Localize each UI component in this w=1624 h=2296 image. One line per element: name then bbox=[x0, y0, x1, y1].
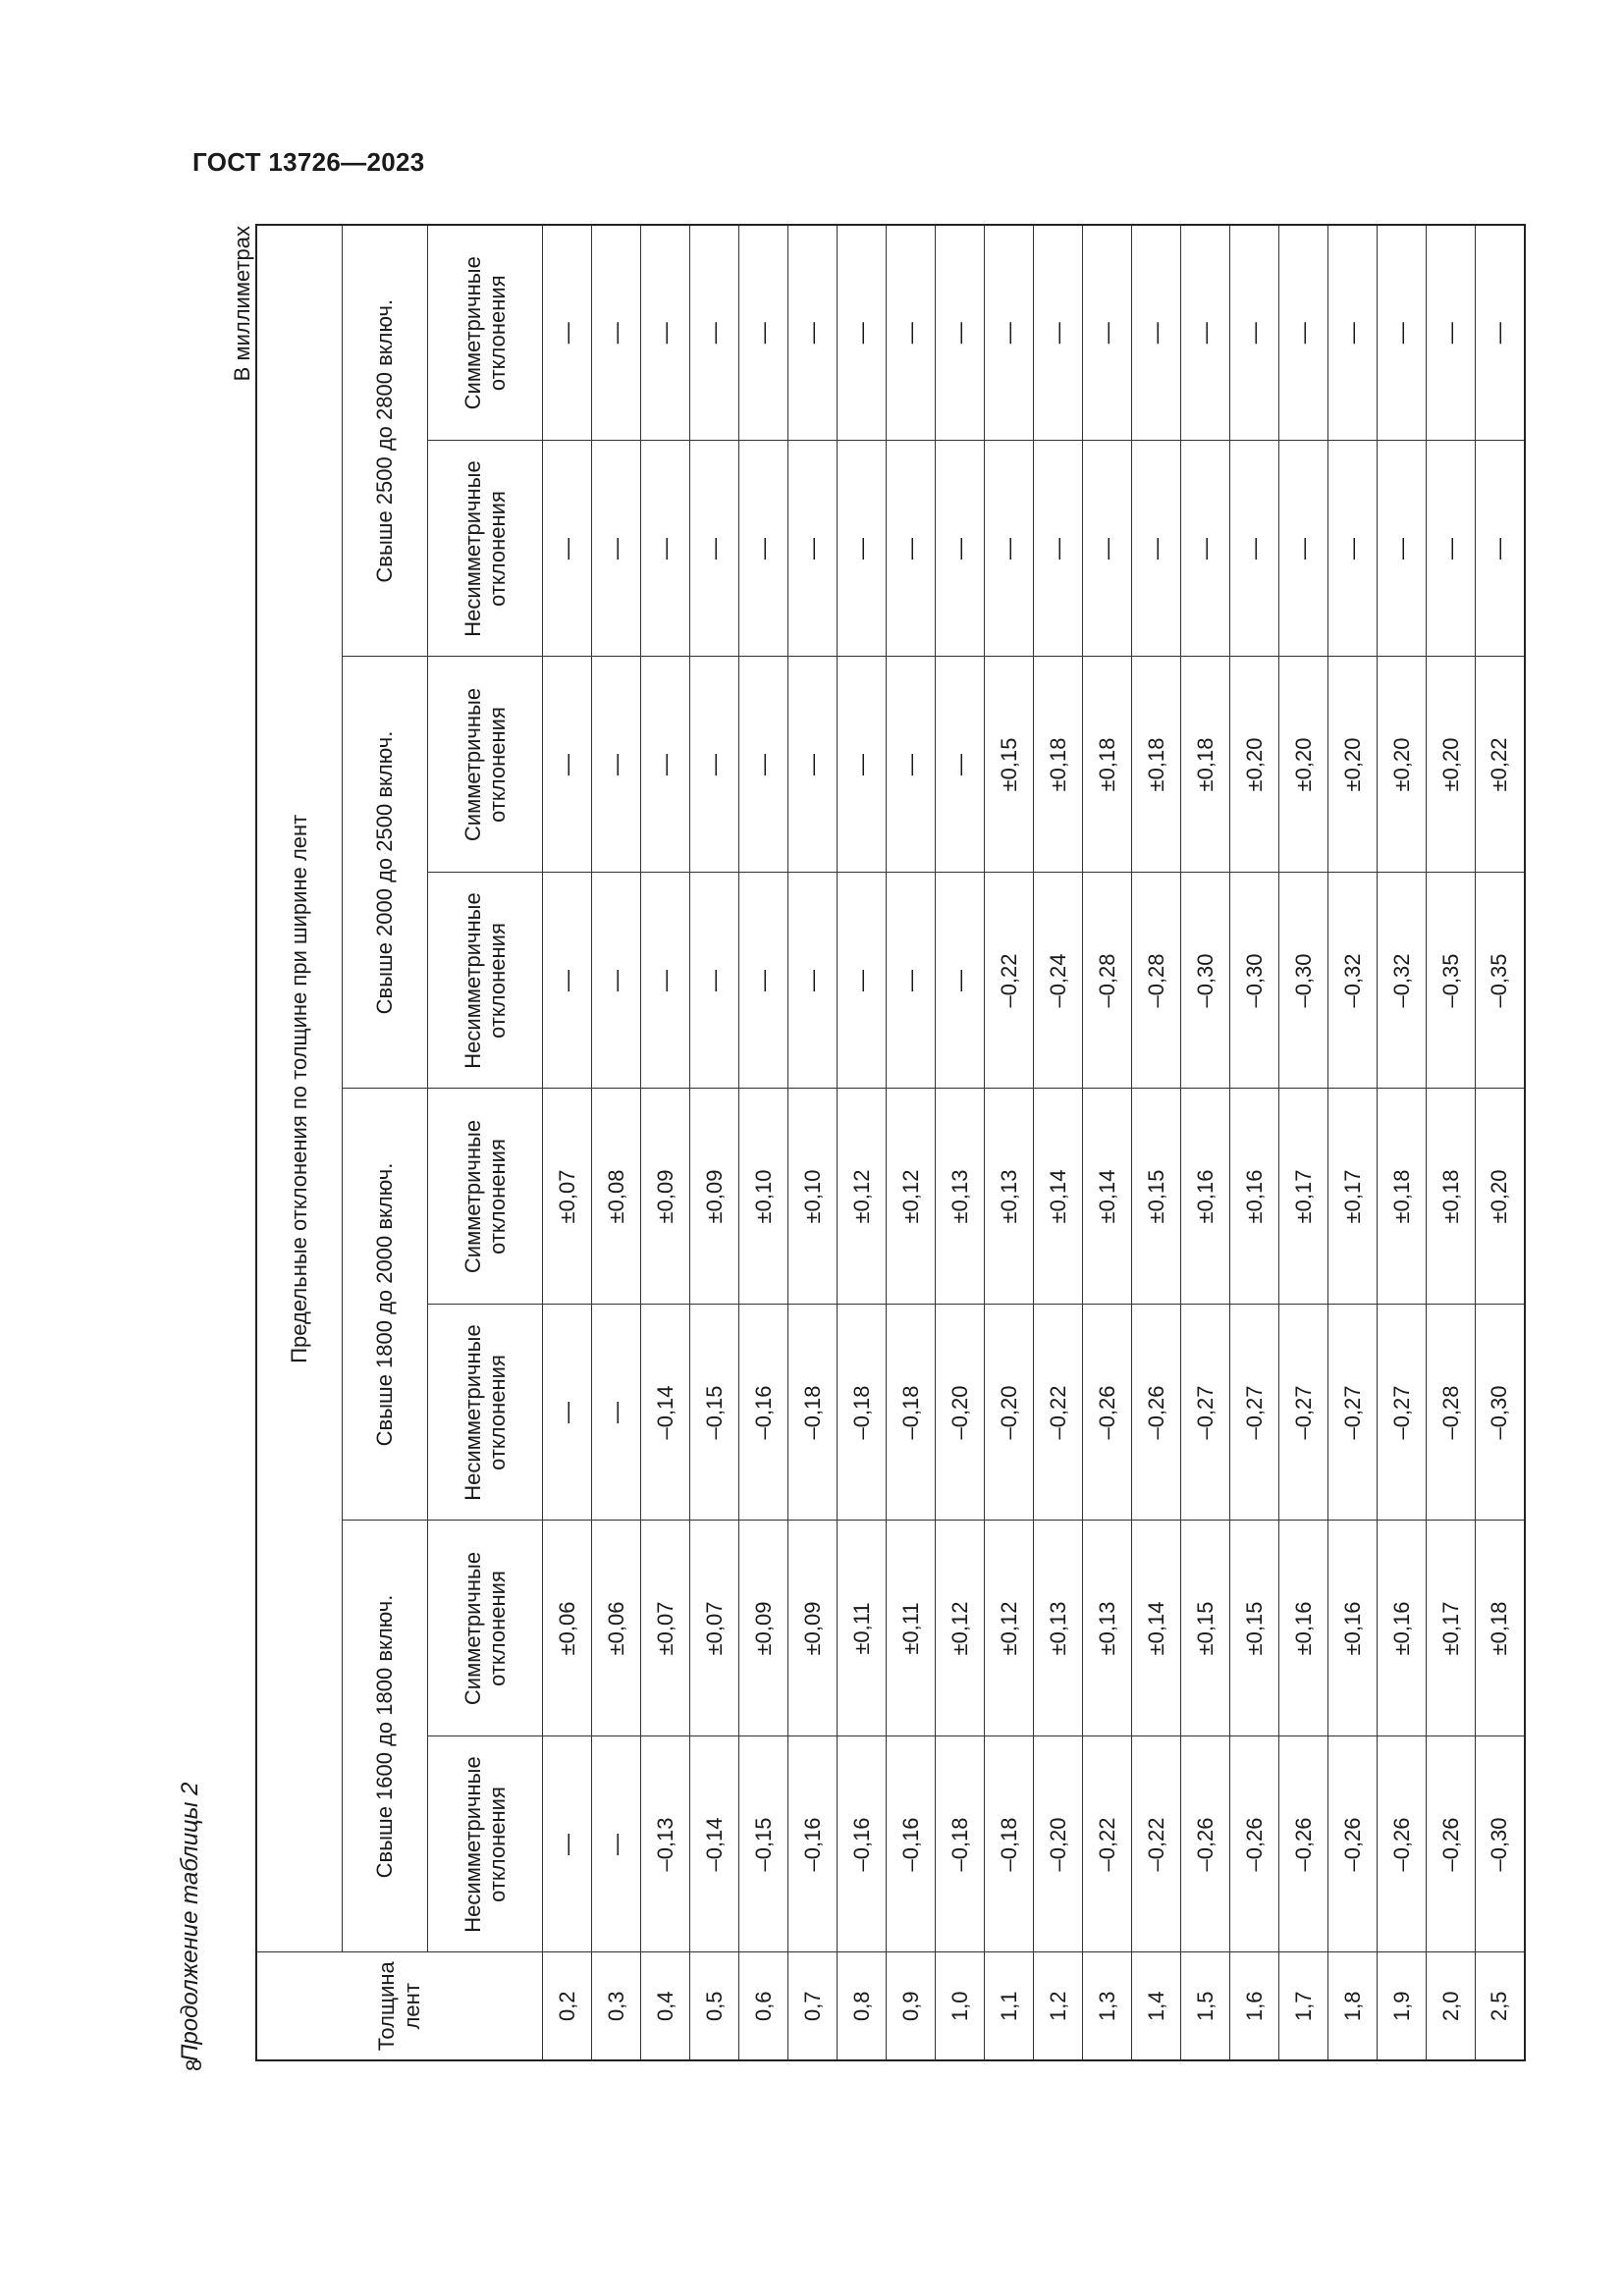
tolerance-cell: ±0,14 bbox=[1034, 1089, 1083, 1305]
tolerance-cell: ±0,18 bbox=[1181, 657, 1230, 873]
tolerance-cell: — bbox=[1476, 441, 1525, 657]
tolerance-cell: –0,30 bbox=[1279, 873, 1328, 1089]
tolerance-cell: — bbox=[690, 657, 739, 873]
tolerance-cell: — bbox=[592, 657, 641, 873]
thickness-cell: 0,2 bbox=[543, 1952, 592, 2060]
tolerance-cell: ±0,12 bbox=[936, 1521, 985, 1736]
tolerance-cell: ±0,10 bbox=[788, 1089, 838, 1305]
tolerance-cell: — bbox=[739, 873, 788, 1089]
table-row bbox=[936, 225, 985, 2060]
tolerance-cell: — bbox=[690, 873, 739, 1089]
tolerance-cell: ±0,09 bbox=[690, 1089, 739, 1305]
tolerance-cell: ±0,09 bbox=[788, 1521, 838, 1736]
tolerance-cell: ±0,15 bbox=[1132, 1089, 1181, 1305]
table-row bbox=[1181, 225, 1230, 2060]
tolerance-cell: ±0,07 bbox=[690, 1521, 739, 1736]
thickness-cell: 1,1 bbox=[985, 1952, 1034, 2060]
table-row bbox=[838, 225, 887, 2060]
tolerance-cell: ±0,11 bbox=[838, 1521, 887, 1736]
tolerance-cell: — bbox=[739, 657, 788, 873]
tolerance-cell: ±0,18 bbox=[1083, 657, 1132, 873]
thickness-cell: 2,5 bbox=[1476, 1952, 1525, 2060]
rotated-table-region bbox=[177, 226, 1532, 2061]
tolerance-cell: ±0,15 bbox=[1181, 1521, 1230, 1736]
tolerance-cell: — bbox=[543, 873, 592, 1089]
thickness-cell: 1,6 bbox=[1230, 1952, 1279, 2060]
sym-header: Симметричные отклонения bbox=[428, 225, 543, 441]
tolerance-cell: — bbox=[1427, 441, 1476, 657]
tolerance-cell: — bbox=[838, 657, 887, 873]
tolerance-cell: — bbox=[1279, 441, 1328, 657]
tolerance-cell: — bbox=[788, 873, 838, 1089]
thickness-cell: 1,5 bbox=[1181, 1952, 1230, 2060]
tolerance-cell: –0,20 bbox=[985, 1305, 1034, 1521]
tolerance-cell: –0,26 bbox=[1132, 1305, 1181, 1521]
thickness-cell: 1,0 bbox=[936, 1952, 985, 2060]
tolerance-cell: — bbox=[1034, 225, 1083, 441]
tolerance-cell: –0,26 bbox=[1427, 1736, 1476, 1952]
table-row bbox=[788, 225, 838, 2060]
tolerance-cell: — bbox=[936, 873, 985, 1089]
tolerance-cell: –0,26 bbox=[1083, 1305, 1132, 1521]
width-range-header: Свыше 1600 до 1800 включ. bbox=[343, 1521, 428, 1952]
table-row bbox=[690, 225, 739, 2060]
table-row bbox=[543, 225, 592, 2060]
tolerance-cell: — bbox=[543, 1736, 592, 1952]
tolerance-cell: –0,32 bbox=[1328, 873, 1378, 1089]
tolerance-cell: –0,20 bbox=[1034, 1736, 1083, 1952]
thickness-cell: 0,7 bbox=[788, 1952, 838, 2060]
tolerance-cell: ±0,12 bbox=[838, 1089, 887, 1305]
tolerance-cell: — bbox=[592, 225, 641, 441]
width-range-header: Свыше 1800 до 2000 включ. bbox=[343, 1089, 428, 1521]
tolerance-cell: –0,27 bbox=[1378, 1305, 1427, 1521]
tolerance-cell: ±0,18 bbox=[1476, 1521, 1525, 1736]
tolerance-cell: — bbox=[641, 873, 690, 1089]
tolerance-cell: — bbox=[543, 1305, 592, 1521]
tolerance-cell: –0,14 bbox=[641, 1305, 690, 1521]
thickness-cell: 2,0 bbox=[1427, 1952, 1476, 2060]
tolerance-cell: — bbox=[543, 441, 592, 657]
thickness-cell: 0,8 bbox=[838, 1952, 887, 2060]
tolerance-cell: ±0,14 bbox=[1132, 1521, 1181, 1736]
tolerance-cell: –0,18 bbox=[788, 1305, 838, 1521]
tolerance-cell: ±0,12 bbox=[985, 1521, 1034, 1736]
tolerance-cell: ±0,20 bbox=[1427, 657, 1476, 873]
tolerance-cell: — bbox=[936, 225, 985, 441]
tolerance-cell: –0,14 bbox=[690, 1736, 739, 1952]
tolerance-cell: –0,35 bbox=[1476, 873, 1525, 1089]
asym-header: Несимметричные отклонения bbox=[428, 441, 543, 657]
tolerance-cell: –0,32 bbox=[1378, 873, 1427, 1089]
thickness-cell: 1,3 bbox=[1083, 1952, 1132, 2060]
width-range-header: Свыше 2500 до 2800 включ. bbox=[343, 225, 428, 657]
tolerance-cell: — bbox=[887, 873, 936, 1089]
tolerance-cell: –0,27 bbox=[1328, 1305, 1378, 1521]
tolerance-cell: ±0,14 bbox=[1083, 1089, 1132, 1305]
table-row bbox=[739, 225, 788, 2060]
asym-header: Несимметричные отклонения bbox=[428, 1305, 543, 1521]
width-range-header: Свыше 2000 до 2500 включ. bbox=[343, 657, 428, 1089]
tolerance-cell: –0,30 bbox=[1476, 1305, 1525, 1521]
tolerance-cell: — bbox=[1328, 441, 1378, 657]
tolerance-cell: ±0,15 bbox=[985, 657, 1034, 873]
tolerance-cell: — bbox=[1378, 441, 1427, 657]
group-header: Предельные отклонения по толщине при ширине лент bbox=[256, 225, 343, 1952]
tolerance-cell: — bbox=[1132, 441, 1181, 657]
tolerance-cell: — bbox=[1378, 225, 1427, 441]
tolerance-cell: — bbox=[985, 225, 1034, 441]
tolerance-cell: — bbox=[936, 657, 985, 873]
tolerance-cell: –0,26 bbox=[1230, 1736, 1279, 1952]
page-number: 8 bbox=[182, 2058, 206, 2071]
tolerance-cell: — bbox=[1083, 225, 1132, 441]
tolerance-cell: –0,16 bbox=[838, 1736, 887, 1952]
table-body bbox=[543, 225, 1525, 2060]
tolerance-cell: –0,13 bbox=[641, 1736, 690, 1952]
tolerance-cell: –0,30 bbox=[1230, 873, 1279, 1089]
sym-header: Симметричные отклонения bbox=[428, 657, 543, 873]
tolerance-cell: — bbox=[592, 441, 641, 657]
tolerance-cell: — bbox=[887, 225, 936, 441]
tolerance-cell: — bbox=[1279, 225, 1328, 441]
tolerance-cell: — bbox=[788, 657, 838, 873]
tolerance-cell: ±0,16 bbox=[1279, 1521, 1328, 1736]
tolerance-cell: ±0,16 bbox=[1230, 1089, 1279, 1305]
tolerance-cell: — bbox=[887, 657, 936, 873]
asym-header: Несимметричные отклонения bbox=[428, 873, 543, 1089]
tolerance-cell: –0,18 bbox=[985, 1736, 1034, 1952]
table-row bbox=[1132, 225, 1181, 2060]
thickness-cell: 1,9 bbox=[1378, 1952, 1427, 2060]
table-row bbox=[1378, 225, 1427, 2060]
tolerance-cell: –0,16 bbox=[739, 1305, 788, 1521]
tolerance-cell: ±0,13 bbox=[985, 1089, 1034, 1305]
tolerance-cell: –0,26 bbox=[1279, 1736, 1328, 1952]
thickness-cell: 1,7 bbox=[1279, 1952, 1328, 2060]
table-row bbox=[985, 225, 1034, 2060]
tolerance-cell: –0,15 bbox=[739, 1736, 788, 1952]
units-note: В миллиметрах bbox=[230, 226, 254, 382]
tolerance-cell: ±0,20 bbox=[1476, 1089, 1525, 1305]
tolerance-cell: ±0,12 bbox=[887, 1089, 936, 1305]
tolerance-cell: — bbox=[543, 657, 592, 873]
tolerance-cell: — bbox=[739, 225, 788, 441]
tolerance-cell: –0,24 bbox=[1034, 873, 1083, 1089]
tolerance-cell: ±0,08 bbox=[592, 1089, 641, 1305]
tolerance-cell: –0,26 bbox=[1378, 1736, 1427, 1952]
tolerance-cell: ±0,13 bbox=[1034, 1521, 1083, 1736]
tolerance-cell: ±0,20 bbox=[1328, 657, 1378, 873]
thickness-cell: 0,5 bbox=[690, 1952, 739, 2060]
tolerance-cell: ±0,20 bbox=[1230, 657, 1279, 873]
tolerance-table bbox=[255, 224, 1526, 2061]
tolerance-cell: — bbox=[838, 225, 887, 441]
tolerance-cell: ±0,06 bbox=[543, 1521, 592, 1736]
tolerance-cell: –0,26 bbox=[1181, 1736, 1230, 1952]
tolerance-cell: ±0,16 bbox=[1181, 1089, 1230, 1305]
table-row bbox=[1230, 225, 1279, 2060]
tolerance-cell: ±0,09 bbox=[641, 1089, 690, 1305]
tolerance-cell: — bbox=[739, 441, 788, 657]
table-row bbox=[1034, 225, 1083, 2060]
table-row bbox=[1427, 225, 1476, 2060]
tolerance-cell: ±0,17 bbox=[1279, 1089, 1328, 1305]
thickness-cell: 0,4 bbox=[641, 1952, 690, 2060]
tolerance-cell: –0,18 bbox=[838, 1305, 887, 1521]
table-row bbox=[1476, 225, 1525, 2060]
tolerance-cell: — bbox=[1181, 441, 1230, 657]
table-caption: Продолжение таблицы 2 bbox=[177, 1782, 203, 2061]
thickness-cell: 1,2 bbox=[1034, 1952, 1083, 2060]
tolerance-cell: ±0,17 bbox=[1427, 1521, 1476, 1736]
tolerance-cell: ±0,20 bbox=[1279, 657, 1328, 873]
tolerance-cell: ±0,10 bbox=[739, 1089, 788, 1305]
tolerance-cell: ±0,18 bbox=[1132, 657, 1181, 873]
thickness-cell: 1,4 bbox=[1132, 1952, 1181, 2060]
tolerance-cell: –0,27 bbox=[1230, 1305, 1279, 1521]
tolerance-cell: — bbox=[641, 657, 690, 873]
tolerance-cell: — bbox=[1427, 225, 1476, 441]
tolerance-cell: ±0,16 bbox=[1328, 1521, 1378, 1736]
tolerance-cell: — bbox=[887, 441, 936, 657]
tolerance-cell: ±0,17 bbox=[1328, 1089, 1378, 1305]
tolerance-cell: –0,16 bbox=[887, 1736, 936, 1952]
tolerance-cell: ±0,18 bbox=[1378, 1089, 1427, 1305]
tolerance-cell: — bbox=[1132, 225, 1181, 441]
tolerance-cell: –0,22 bbox=[985, 873, 1034, 1089]
tolerance-cell: –0,26 bbox=[1328, 1736, 1378, 1952]
table-row bbox=[887, 225, 936, 2060]
thickness-cell: 1,8 bbox=[1328, 1952, 1378, 2060]
tolerance-cell: — bbox=[690, 441, 739, 657]
tolerance-cell: ±0,09 bbox=[739, 1521, 788, 1736]
thickness-cell: 0,6 bbox=[739, 1952, 788, 2060]
tolerance-cell: ±0,15 bbox=[1230, 1521, 1279, 1736]
tolerance-cell: ±0,06 bbox=[592, 1521, 641, 1736]
table-row bbox=[1279, 225, 1328, 2060]
thickness-header: Толщина лент bbox=[256, 1952, 543, 2060]
asym-header: Несимметричные отклонения bbox=[428, 1736, 543, 1952]
table-row bbox=[641, 225, 690, 2060]
tolerance-cell: — bbox=[838, 873, 887, 1089]
sym-header: Симметричные отклонения bbox=[428, 1089, 543, 1305]
tolerance-cell: — bbox=[788, 225, 838, 441]
tolerance-cell: — bbox=[1328, 225, 1378, 441]
tolerance-cell: ±0,07 bbox=[641, 1521, 690, 1736]
tolerance-cell: –0,27 bbox=[1181, 1305, 1230, 1521]
tolerance-cell: — bbox=[592, 873, 641, 1089]
tolerance-cell: ±0,13 bbox=[936, 1089, 985, 1305]
tolerance-cell: — bbox=[543, 225, 592, 441]
tolerance-cell: –0,28 bbox=[1083, 873, 1132, 1089]
tolerance-cell: — bbox=[838, 441, 887, 657]
table-row bbox=[1083, 225, 1132, 2060]
tolerance-cell: –0,22 bbox=[1083, 1736, 1132, 1952]
tolerance-cell: ±0,22 bbox=[1476, 657, 1525, 873]
tolerance-cell: –0,16 bbox=[788, 1736, 838, 1952]
tolerance-cell: — bbox=[1230, 225, 1279, 441]
table-row bbox=[1328, 225, 1378, 2060]
tolerance-cell: –0,18 bbox=[936, 1736, 985, 1952]
tolerance-cell: –0,18 bbox=[887, 1305, 936, 1521]
tolerance-cell: — bbox=[1476, 225, 1525, 441]
tolerance-cell: — bbox=[641, 441, 690, 657]
tolerance-cell: ±0,11 bbox=[887, 1521, 936, 1736]
tolerance-cell: ±0,20 bbox=[1378, 657, 1427, 873]
sym-header: Симметричные отклонения bbox=[428, 1521, 543, 1736]
tolerance-cell: — bbox=[1083, 441, 1132, 657]
tolerance-cell: — bbox=[788, 441, 838, 657]
thickness-cell: 0,3 bbox=[592, 1952, 641, 2060]
tolerance-cell: — bbox=[1034, 441, 1083, 657]
tolerance-cell: — bbox=[641, 225, 690, 441]
tolerance-cell: –0,27 bbox=[1279, 1305, 1328, 1521]
tolerance-cell: –0,35 bbox=[1427, 873, 1476, 1089]
tolerance-cell: — bbox=[690, 225, 739, 441]
tolerance-cell: –0,30 bbox=[1476, 1736, 1525, 1952]
tolerance-cell: — bbox=[592, 1736, 641, 1952]
tolerance-cell: — bbox=[1181, 225, 1230, 441]
tolerance-cell: –0,22 bbox=[1034, 1305, 1083, 1521]
tolerance-cell: ±0,16 bbox=[1378, 1521, 1427, 1736]
table-row bbox=[592, 225, 641, 2060]
thickness-cell: 0,9 bbox=[887, 1952, 936, 2060]
tolerance-cell: — bbox=[985, 441, 1034, 657]
tolerance-cell: –0,22 bbox=[1132, 1736, 1181, 1952]
tolerance-cell: –0,15 bbox=[690, 1305, 739, 1521]
tolerance-cell: –0,20 bbox=[936, 1305, 985, 1521]
tolerance-cell: –0,28 bbox=[1427, 1305, 1476, 1521]
tolerance-cell: ±0,07 bbox=[543, 1089, 592, 1305]
tolerance-cell: –0,30 bbox=[1181, 873, 1230, 1089]
tolerance-cell: — bbox=[1230, 441, 1279, 657]
tolerance-cell: ±0,18 bbox=[1034, 657, 1083, 873]
tolerance-cell: ±0,18 bbox=[1427, 1089, 1476, 1305]
tolerance-cell: ±0,13 bbox=[1083, 1521, 1132, 1736]
tolerance-cell: — bbox=[592, 1305, 641, 1521]
tolerance-cell: –0,28 bbox=[1132, 873, 1181, 1089]
document-title: ГОСТ 13726—2023 bbox=[192, 147, 425, 177]
tolerance-cell: — bbox=[936, 441, 985, 657]
